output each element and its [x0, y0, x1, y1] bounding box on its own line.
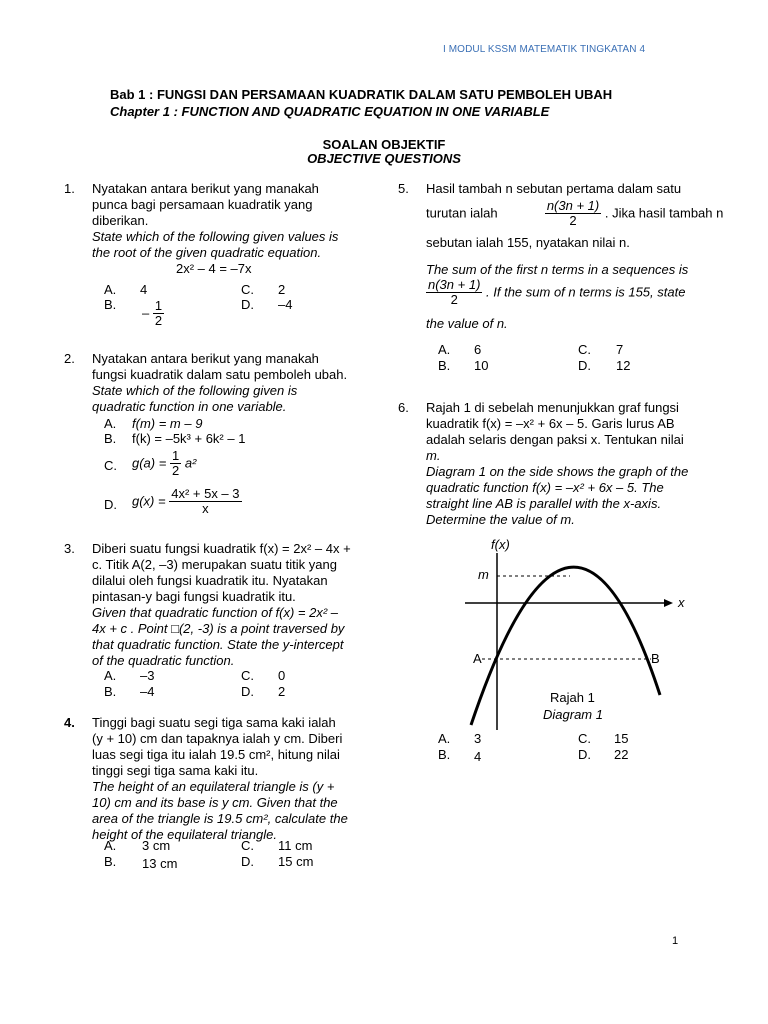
- question-number: 4.: [64, 715, 75, 730]
- option-b-label: B.: [438, 747, 451, 762]
- q6-ms-line: adalah selaris dengan paksi x. Tentukan nilai: [426, 432, 684, 447]
- q6-en-line: straight line AB is parallel with the x-axis.: [426, 496, 662, 511]
- q4-ms-line: tinggi segi tiga sama kaki itu.: [92, 763, 259, 778]
- q5-ms-line-2: [426, 199, 726, 228]
- option-d-label: D.: [241, 684, 254, 699]
- q5-en-line: the value of n.: [426, 316, 508, 331]
- option-b-label: B.: [438, 358, 451, 373]
- q3-ms-line: c. Titik A(2, –3) merupakan suatu titik yang: [92, 557, 337, 572]
- q5-en-line-2: [426, 278, 726, 307]
- option-c[interactable]: [132, 449, 196, 478]
- q3-ms-line: Diberi suatu fungsi kuadratik f(x) = 2x² – 4x +: [92, 541, 351, 556]
- option-d-numerator: 4x² + 5x – 3: [171, 486, 240, 501]
- x-axis-arrow-icon: [664, 599, 673, 607]
- option-b[interactable]: 4: [474, 749, 482, 764]
- q1-ms-line: Nyatakan antara berikut yang manakah: [92, 181, 319, 196]
- option-b[interactable]: 13 cm: [142, 856, 178, 871]
- x-axis-label: x: [678, 595, 685, 610]
- option-b[interactable]: –4: [140, 684, 155, 699]
- option-a[interactable]: 3 cm: [142, 838, 171, 853]
- option-b[interactable]: 10: [474, 358, 489, 373]
- q1-equation: 2x² – 4 = –7x: [176, 261, 252, 276]
- option-a[interactable]: –3: [140, 668, 155, 683]
- option-d[interactable]: 15 cm: [278, 854, 314, 869]
- option-a-label: A.: [438, 731, 451, 746]
- option-c[interactable]: 11 cm: [278, 838, 313, 853]
- q4-ms-line: (y + 10) cm dan tapaknya ialah y cm. Diberi: [92, 731, 343, 746]
- m-label: m: [478, 567, 489, 582]
- option-b-label: B.: [104, 297, 117, 312]
- option-d-denominator: x: [202, 501, 209, 516]
- option-b-sign: –: [142, 305, 150, 321]
- question-number: 1.: [64, 181, 75, 196]
- q5-en-text: . If the sum of n terms is 155, state: [486, 284, 686, 300]
- q4-ms-line: Tinggi bagi suatu segi tiga sama kaki ialah: [92, 715, 336, 730]
- chapter-title-ms: Bab 1 : FUNGSI DAN PERSAMAAN KUADRATIK DALAM SATU PEMBOLEH UBAH: [110, 87, 613, 102]
- option-d[interactable]: –4: [278, 297, 293, 312]
- q5-ms-line: sebutan ialah 155, nyatakan nilai n.: [426, 235, 630, 250]
- q2-en-line: State which of the following given is: [92, 383, 298, 398]
- q3-ms-line: dilalui oleh fungsi kuadratik itu. Nyatakan: [92, 573, 328, 588]
- option-a[interactable]: f(m) = m – 9: [132, 416, 203, 431]
- question-number: 6.: [398, 400, 409, 415]
- option-c[interactable]: 0: [278, 668, 286, 683]
- q3-en-line: that quadratic function. State the y-intercept: [92, 637, 344, 652]
- option-b-numerator: 1: [154, 298, 163, 313]
- question-number: 5.: [398, 181, 409, 196]
- option-b-label: B.: [104, 431, 117, 446]
- option-c-lhs: g(a) =: [132, 455, 167, 471]
- option-b-label: B.: [104, 854, 117, 869]
- option-d-label: D.: [578, 747, 591, 762]
- option-a-label: A.: [104, 668, 117, 683]
- q1-ms-line: diberikan.: [92, 213, 149, 228]
- option-a-label: A.: [104, 282, 117, 297]
- option-c[interactable]: 7: [616, 342, 624, 357]
- option-d[interactable]: 22: [614, 747, 629, 762]
- q5-fraction-denominator: 2: [450, 292, 458, 307]
- option-c-label: C.: [241, 838, 254, 853]
- q4-en-line: height of the equilateral triangle.: [92, 827, 278, 842]
- option-d-label: D.: [104, 497, 117, 512]
- option-d[interactable]: 12: [616, 358, 631, 373]
- option-b-denominator: 2: [154, 313, 163, 328]
- option-d[interactable]: 2: [278, 684, 286, 699]
- point-b-label: B: [651, 651, 660, 666]
- q3-en-line: 4x + c . Point □(2, -3) is a point traversed by: [92, 621, 345, 636]
- q5-fraction-numerator: n(3n + 1): [546, 198, 600, 213]
- option-a-label: A.: [438, 342, 451, 357]
- option-c-label: C.: [241, 668, 254, 683]
- option-b-label: B.: [104, 684, 117, 699]
- option-a[interactable]: 3: [474, 731, 482, 746]
- option-a[interactable]: 6: [474, 342, 482, 357]
- q5-en-line: The sum of the first n terms in a sequences is: [426, 262, 689, 277]
- section-title-ms: SOALAN OBJEKTIF: [322, 137, 446, 152]
- q2-en-line: quadratic function in one variable.: [92, 399, 287, 414]
- option-c-label: C.: [578, 342, 591, 357]
- q5-fraction-numerator: n(3n + 1): [428, 277, 481, 292]
- q6-en-line: Determine the value of m.: [426, 512, 575, 527]
- module-header: I MODUL KSSM MATEMATIK TINGKATAN 4: [443, 44, 646, 55]
- option-c-label: C.: [578, 731, 591, 746]
- option-d-label: D.: [241, 297, 254, 312]
- option-c[interactable]: 15: [614, 731, 629, 746]
- option-c[interactable]: 2: [278, 282, 286, 297]
- q5-ms-text: turutan ialah: [426, 205, 498, 221]
- diagram-caption-en: Diagram 1: [543, 707, 603, 722]
- chapter-title-en: Chapter 1 : FUNCTION AND QUADRATIC EQUATION IN ONE VARIABLE: [110, 104, 550, 119]
- q3-en-line: Given that quadratic function of f(x) = 2x² –: [92, 605, 339, 620]
- option-a-label: A.: [104, 838, 117, 853]
- question-number: 3.: [64, 541, 75, 556]
- q5-ms-line: Hasil tambah n sebutan pertama dalam satu: [426, 181, 682, 196]
- option-c-denominator: 2: [171, 463, 180, 478]
- option-d[interactable]: [132, 487, 242, 516]
- q6-ms-line: kuadratik f(x) = –x² + 6x – 5. Garis lurus AB: [426, 416, 675, 431]
- point-a-label: A: [473, 651, 482, 666]
- q6-ms-line: Rajah 1 di sebelah menunjukkan graf fungsi: [426, 400, 679, 415]
- page-number: 1: [672, 935, 679, 947]
- option-d-label: D.: [578, 358, 591, 373]
- section-title-en: OBJECTIVE QUESTIONS: [307, 151, 461, 166]
- option-d-lhs: g(x) =: [132, 493, 166, 509]
- diagram-caption-ms: Rajah 1: [550, 690, 595, 705]
- option-d-label: D.: [241, 854, 254, 869]
- q6-en-line: quadratic function f(x) = –x² + 6x – 5. The: [426, 480, 664, 495]
- q5-ms-text: . Jika hasil tambah n: [604, 205, 724, 221]
- q3-en-line: of the quadratic function.: [92, 653, 235, 668]
- q2-ms-line: Nyatakan antara berikut yang manakah: [92, 351, 319, 366]
- q4-en-line: area of the triangle is 19.5 cm², calculate the: [92, 811, 348, 826]
- q6-ms-line: m.: [426, 448, 441, 463]
- q2-ms-line: fungsi kuadratik dalam satu pemboleh ubah.: [92, 367, 348, 382]
- q1-ms-line: punca bagi persamaan kuadratik yang: [92, 197, 313, 212]
- q4-en-line: The height of an equilateral triangle is (y +: [92, 779, 335, 794]
- y-axis-label: f(x): [491, 537, 510, 552]
- option-c-label: C.: [104, 458, 117, 473]
- option-c-rhs: a²: [184, 455, 197, 471]
- q1-en-line: State which of the following given values is: [92, 229, 339, 244]
- option-c-numerator: 1: [171, 448, 180, 463]
- diagram-1-graph: [455, 535, 705, 730]
- q3-ms-line: pintasan-y bagi fungsi kuadratik itu.: [92, 589, 296, 604]
- option-b[interactable]: f(k) = –5k³ + 6k² – 1: [132, 431, 246, 446]
- q4-en-line: 10) cm and its base is y cm. Given that the: [92, 795, 338, 810]
- question-number: 2.: [64, 351, 75, 366]
- q6-en-line: Diagram 1 on the side shows the graph of the: [426, 464, 689, 479]
- option-a[interactable]: 4: [140, 282, 148, 297]
- option-a-label: A.: [104, 416, 117, 431]
- q4-ms-line: luas segi tiga itu ialah 19.5 cm², hitung nilai: [92, 747, 340, 762]
- option-c-label: C.: [241, 282, 254, 297]
- q1-en-line: the root of the given quadratic equation.: [92, 245, 322, 260]
- q5-fraction-denominator: 2: [569, 213, 577, 228]
- option-b[interactable]: [142, 299, 164, 328]
